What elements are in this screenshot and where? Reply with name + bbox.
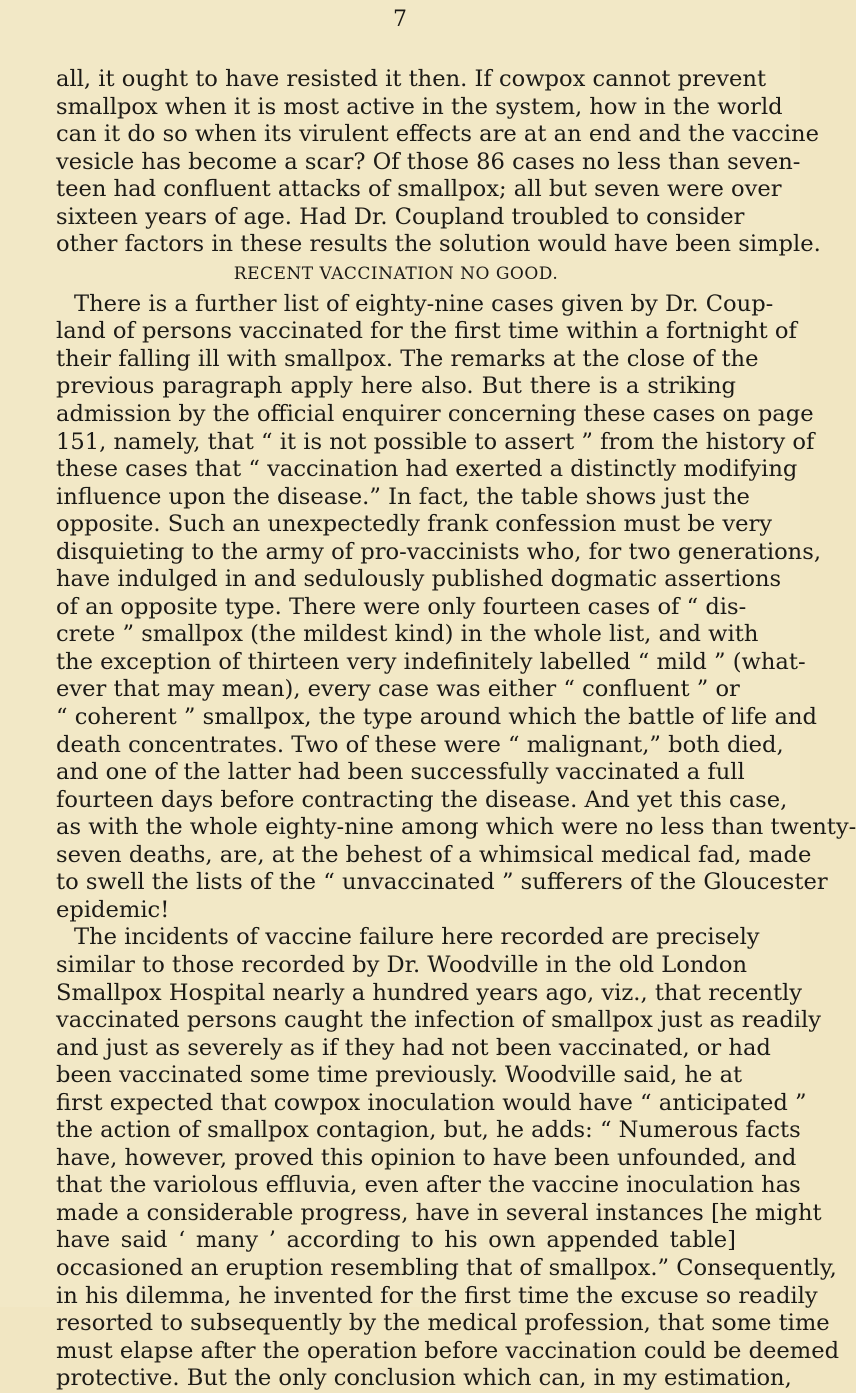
text-line: been vaccinated some time previously. Woodville said, he at	[56, 1062, 743, 1089]
text-line: and just as severely as if they had not been vaccinated, or had	[56, 1034, 771, 1061]
text-line: ever that may mean), every case was either “ confluent ” or	[56, 676, 740, 703]
text-line: influence upon the disease.” In fact, the table shows just the	[56, 483, 750, 510]
text-line: epidemic!	[56, 896, 170, 923]
text-line: made a considerable progress, have in several instances [he might	[56, 1199, 822, 1226]
text-line: previous paragraph apply here also. But there is a striking	[56, 373, 736, 400]
text-line: must elapse after the operation before vaccination could be deemed	[56, 1337, 840, 1364]
text-line: disquieting to the army of pro-vaccinists who, for two generations,	[56, 538, 821, 565]
text-line: the exception of thirteen very indefinitely labelled “ mild ” (what-	[56, 648, 806, 675]
text-line: protective. But the only conclusion which can, in my estimation,	[56, 1365, 792, 1392]
text-line: of an opposite type. There were only fourteen cases of “ dis-	[56, 593, 747, 620]
text-line: their falling ill with smallpox. The remarks at the close of the	[56, 345, 759, 372]
text-line: 151, namely, that “ it is not possible to assert ” from the history of	[56, 428, 815, 455]
text-line: occasioned an eruption resembling that of smallpox.” Consequently,	[56, 1254, 837, 1281]
text-line: crete ” smallpox (the mildest kind) in the whole list, and with	[56, 621, 759, 648]
paragraph-3	[56, 924, 840, 1392]
text-line: the action of smallpox contagion, but, he adds: “ Numerous facts	[56, 1117, 801, 1144]
text-line: “ coherent ” smallpox, the type around which the battle of life and	[56, 704, 817, 731]
text-line: and one of the latter had been successfully vaccinated a full	[56, 759, 745, 786]
text-line: to swell the lists of the “ unvaccinated ” sufferers of the Gloucester	[56, 869, 828, 896]
text-line: vesicle has become a scar? Of those 86 cases no less than seven-	[56, 148, 801, 175]
text-line: admission by the official enquirer concerning these cases on page	[56, 401, 814, 428]
paragraph-2	[56, 290, 856, 925]
text-line: land of persons vaccinated for the first time within a fortnight of	[56, 318, 797, 345]
text-line: have indulged in and sedulously published dogmatic assertions	[56, 566, 782, 593]
text-line: The incidents of vaccine failure here recorded are precisely	[74, 924, 760, 951]
text-line: can it do so when its virulent effects are at an end and the vaccine	[56, 121, 819, 148]
text-line: have, however, proved this opinion to have been unfounded, and	[56, 1144, 797, 1171]
text-line: teen had confluent attacks of smallpox; all but seven were over	[56, 176, 782, 203]
paragraph-1	[56, 66, 821, 259]
text-line: these cases that “ vaccination had exerted a distinctly modifying	[56, 456, 798, 483]
text-line: opposite. Such an unexpectedly frank confession must be very	[56, 511, 773, 538]
text-line: Smallpox Hospital nearly a hundred years ago, viz., that recently	[56, 979, 803, 1006]
page-number: 7	[393, 7, 407, 32]
text-line: other factors in these results the solution would have been simple.	[56, 231, 821, 258]
text-line: as with the whole eighty-nine among which were no less than twenty-	[56, 814, 856, 841]
text-line: death concentrates. Two of these were “ malignant,” both died,	[56, 731, 784, 758]
text-line: There is a further list of eighty-nine cases given by Dr. Coup-	[74, 290, 774, 317]
text-line: resorted to subsequently by the medical profession, that some time	[56, 1310, 830, 1337]
text-line: in his dilemma, he invented for the first time the excuse so readily	[56, 1282, 818, 1309]
text-line: similar to those recorded by Dr. Woodville in the old London	[56, 951, 748, 978]
text-line: all, it ought to have resisted it then. If cowpox cannot prevent	[56, 66, 767, 92]
text-line: have said ‘ many ’ according to his own appended table]	[56, 1227, 736, 1254]
text-line: first expected that cowpox inoculation would have “ anticipated ”	[56, 1089, 807, 1116]
body-text	[56, 66, 856, 1393]
text-line: that the variolous effluvia, even after the vaccine inoculation has	[56, 1172, 801, 1199]
text-line: vaccinated persons caught the infection of smallpox just as readily	[56, 1007, 822, 1034]
text-line: smallpox when it is most active in the system, how in the world	[56, 93, 783, 120]
text-line: sixteen years of age. Had Dr. Coupland troubled to consider	[56, 203, 745, 230]
text-line: seven deaths, are, at the behest of a whimsical medical fad, made	[56, 841, 812, 868]
text-line: fourteen days before contracting the disease. And yet this case,	[56, 786, 788, 813]
section-heading: RECENT VACCINATION NO GOOD.	[233, 263, 559, 284]
